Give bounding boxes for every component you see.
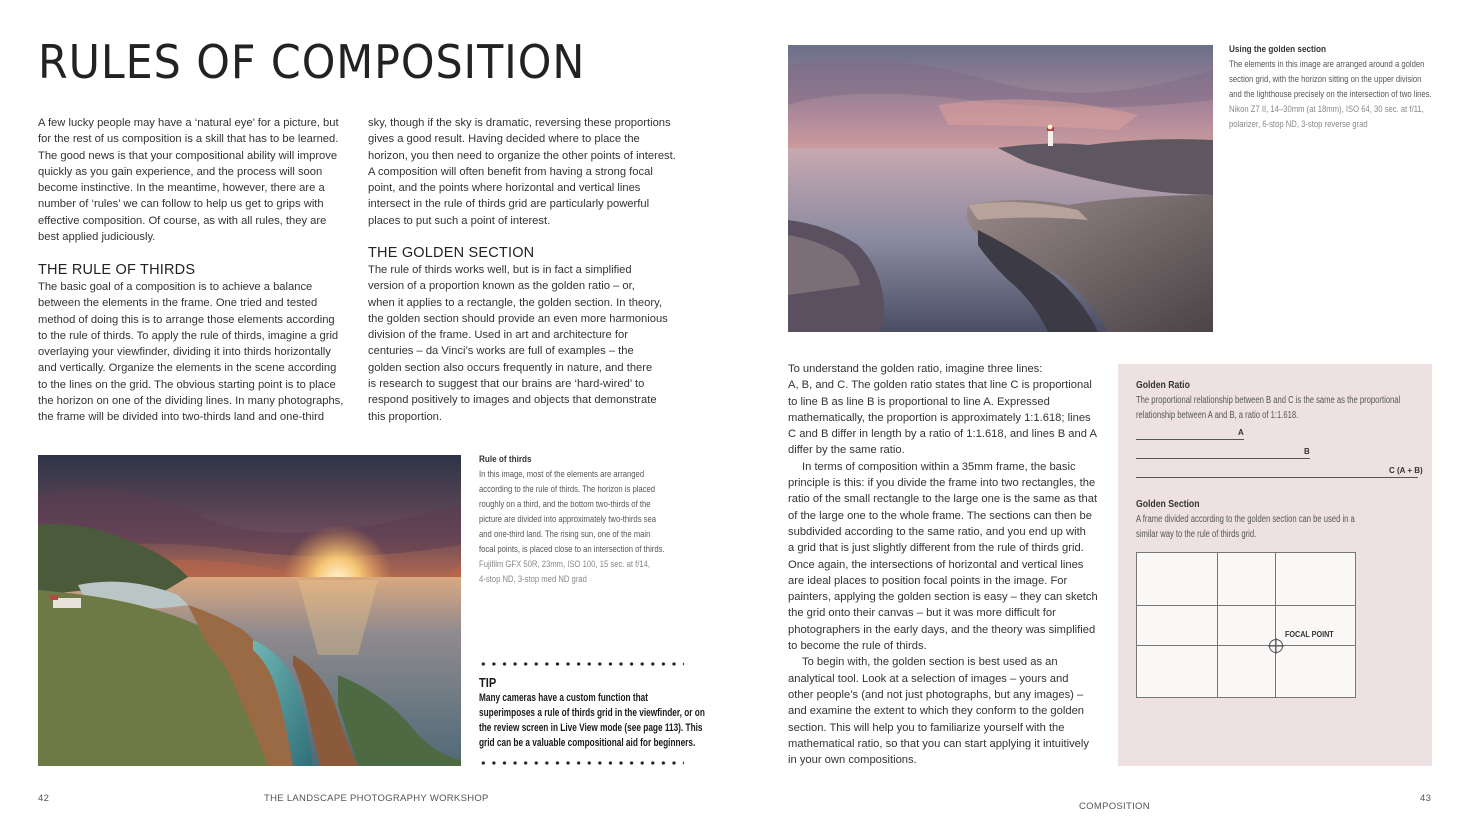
- rule-of-thirds-caption-title: Rule of thirds: [479, 454, 532, 465]
- text-line: are ideal places to position focal points in the image. For: [788, 574, 1068, 587]
- line-a-label: A: [1238, 428, 1244, 437]
- caption-tech-line: 4-stop ND, 3-stop med ND grad: [479, 574, 587, 585]
- text-line: subdivided according to the same ratio, and you end up with: [788, 525, 1086, 538]
- text-line: The basic goal of a composition is to achieve a balance: [38, 281, 313, 293]
- tip-text: [479, 691, 705, 751]
- golden-section-heading: THE GOLDEN SECTION: [368, 245, 535, 261]
- intro-paragraph: [38, 115, 358, 245]
- caption-line: In this image, most of the elements are arranged: [479, 469, 645, 480]
- text-line: section. This will help you to familiarize yourself with the: [788, 721, 1065, 734]
- text-line: when it applies to a rectangle, the golden section. In theory,: [368, 296, 662, 309]
- line-c-label: C (A + B): [1389, 466, 1423, 475]
- text-line: division of the frame. Used in art and architecture for: [368, 329, 628, 342]
- tip-title: TIP: [479, 675, 497, 690]
- golden-section-caption-text: [1229, 57, 1437, 132]
- golden-section-paragraph: [368, 262, 688, 425]
- text-line: To begin with, the golden section is best used as an: [802, 656, 1058, 669]
- sidebar-line: A frame divided according to the golden section can be used in a: [1136, 514, 1355, 525]
- text-line: painters, applying the golden section is easy – they can sketch: [788, 591, 1098, 604]
- golden-ratio-paragraph: [788, 361, 1108, 768]
- text-line: the grid onto their canvas – but it was more difficult for: [788, 607, 1056, 620]
- tip-divider-top: [478, 662, 684, 666]
- text-line: mathematical ratio, so that you can start applying it intuitively: [788, 737, 1089, 750]
- text-line: between the elements in the frame. One tried and tested: [38, 297, 318, 310]
- text-line: the frame will be divided into two-thirds land and one-third: [38, 411, 325, 424]
- text-line: respond positively to images and objects that demonstrate: [368, 394, 657, 407]
- text-line: best applied judiciously.: [38, 231, 156, 244]
- caption-line: and one-third land. The rising sun, one of the main: [479, 529, 651, 540]
- text-line: a grid that is just slightly different from the rule of thirds grid.: [788, 542, 1084, 555]
- grid-line-horizontal: [1137, 645, 1355, 646]
- left-running-footer: THE LANDSCAPE PHOTOGRAPHY WORKSHOP: [264, 793, 489, 804]
- text-line: version of a proportion known as the golden ratio – or,: [368, 280, 635, 293]
- text-line: analytical tool. Look at a selection of images – yours and: [788, 672, 1069, 685]
- line-b-label: B: [1304, 447, 1310, 456]
- text-line: quickly as you gain experience, and the process will soon: [38, 165, 323, 178]
- sidebar-line: relationship between A and B, a ratio of 1:1.618.: [1136, 410, 1299, 421]
- column-two-paragraph: [368, 115, 688, 229]
- focal-point-label: FOCAL POINT: [1285, 630, 1334, 639]
- text-line: for the rest of us composition is a skill that has to be learned.: [38, 133, 339, 146]
- text-line: to line B as line B is proportional to line A. Expressed: [788, 395, 1050, 408]
- text-line: horizon, you then need to organize the other points of interest.: [368, 149, 676, 162]
- golden-section-grid: [1136, 552, 1356, 698]
- line-c: [1136, 477, 1418, 478]
- text-line: In terms of composition within a 35mm frame, the basic: [802, 460, 1076, 473]
- text-line: is research to suggest that our brains are ‘hard-wired’ to: [368, 378, 645, 391]
- text-line: of the large one to the whole frame. The sections can then be: [788, 509, 1092, 522]
- right-running-footer: COMPOSITION: [1079, 801, 1150, 812]
- golden-ratio-title: Golden Ratio: [1136, 380, 1190, 391]
- tip-line: Many cameras have a custom function that: [479, 692, 648, 704]
- text-line: mathematically, the proportion is approximately 1:1.618; lines: [788, 411, 1091, 424]
- caption-line: according to the rule of thirds. The horizon is placed: [479, 484, 656, 495]
- text-line: golden section also occurs frequently in nature, and there: [368, 361, 653, 374]
- grid-line-vertical: [1217, 553, 1218, 697]
- caption-line: The elements in this image are arranged around a golden: [1229, 59, 1425, 70]
- text-line: Once again, the intersections of horizontal and vertical lines: [788, 558, 1084, 571]
- golden-section-title: Golden Section: [1136, 499, 1200, 510]
- caption-line: section grid, with the horizon sitting on the upper division: [1229, 74, 1422, 85]
- text-line: the horizon on one of the dividing lines. In many photographs,: [38, 395, 344, 408]
- text-line: this proportion.: [368, 410, 443, 423]
- text-line: A composition will often benefit from having a strong focal: [368, 165, 653, 178]
- tip-line: superimposes a rule of thirds grid in the viewfinder, or on: [479, 707, 705, 719]
- golden-section-photo: [788, 45, 1213, 332]
- text-line: principle is this: if you divide the frame into two rectangles, the: [788, 477, 1096, 490]
- tip-divider-bottom: [478, 761, 684, 765]
- text-line: point, and the points where horizontal and vertical lines: [368, 182, 641, 195]
- rule-of-thirds-photo: [38, 455, 461, 766]
- rule-of-thirds-heading: THE RULE OF THIRDS: [38, 262, 196, 278]
- text-line: to the rule of thirds. To apply the rule of thirds, imagine a grid: [38, 329, 339, 342]
- grid-line-horizontal: [1137, 605, 1355, 606]
- text-line: differ by the same ratio.: [788, 444, 905, 457]
- golden-ratio-description: [1136, 393, 1417, 423]
- page-title: RULES OF COMPOSITION: [38, 35, 586, 89]
- text-line: The good news is that your compositional ability will improve: [38, 149, 338, 162]
- text-line: to become the rule of thirds.: [788, 640, 927, 653]
- text-line: the golden section should provide an even more harmonious: [368, 312, 668, 325]
- text-line: ratio of the small rectangle to the large one is the same as that: [788, 493, 1098, 506]
- text-line: in your own compositions.: [788, 754, 917, 767]
- caption-tech-line: Nikon Z7 II, 14–30mm (at 18mm), ISO 64, 30 sec. at f/11,: [1229, 104, 1424, 115]
- text-line: and vertically. Organize the elements in the scene according: [38, 362, 337, 375]
- text-line: centuries – da Vinci’s works are full of examples – the: [368, 345, 634, 358]
- text-line: gives a good result. Having decided where to place the: [368, 133, 640, 146]
- caption-line: picture are divided into approximately two-thirds sea: [479, 514, 657, 525]
- text-line: To understand the golden ratio, imagine three lines:: [788, 363, 1043, 375]
- line-b: [1136, 458, 1310, 459]
- text-line: and examine the extent to which they conform to the golden: [788, 705, 1085, 718]
- right-page-number: 43: [1420, 793, 1432, 804]
- text-line: A few lucky people may have a ‘natural eye’ for a picture, but: [38, 117, 339, 129]
- text-line: photographers in the early days, and the theory was simplified: [788, 623, 1096, 636]
- text-line: other people’s (and not just photographs, but any images) –: [788, 688, 1084, 701]
- text-line: A, B, and C. The golden ratio states that line C is proportional: [788, 379, 1092, 392]
- caption-line: and the lighthouse precisely on the intersection of two lines.: [1229, 89, 1432, 100]
- left-page-number: 42: [38, 793, 50, 804]
- text-line: to the lines on the grid. The obvious starting point is to place: [38, 378, 336, 391]
- sidebar-line: The proportional relationship between B and C is the same as the proportional: [1136, 395, 1401, 406]
- rule-of-thirds-caption-text: [479, 467, 679, 587]
- line-a: [1136, 439, 1244, 440]
- text-line: method of doing this is to arrange those elements according: [38, 313, 335, 326]
- tip-line: the review screen in Live View mode (see page 113). This: [479, 722, 703, 734]
- sidebar-line: similar way to the rule of thirds grid.: [1136, 529, 1257, 540]
- text-line: C and B differ in length by a ratio of 1:1.618, and lines B and A: [788, 428, 1097, 441]
- text-line: The rule of thirds works well, but is in fact a simplified: [368, 264, 632, 276]
- text-line: become instinctive. In the meantime, however, there are a: [38, 182, 325, 195]
- caption-line: focal points, is placed close to an intersection of thirds.: [479, 544, 665, 555]
- text-line: effective composition. Of course, as with all rules, they are: [38, 214, 327, 227]
- text-line: places to put such a point of interest.: [368, 214, 551, 227]
- text-line: overlaying your viewfinder, dividing it into thirds horizontally: [38, 346, 331, 359]
- text-line: number of ‘rules’ we can follow to help us get to grips with: [38, 198, 324, 211]
- golden-section-description: [1136, 512, 1386, 542]
- golden-section-caption-title: Using the golden section: [1229, 44, 1326, 55]
- grid-line-vertical: [1275, 553, 1276, 697]
- caption-tech-line: polarizer, 6-stop ND, 3-stop reverse grad: [1229, 119, 1368, 130]
- text-line: intersect in the rule of thirds grid are particularly powerful: [368, 198, 650, 211]
- caption-tech-line: Fujifilm GFX 50R, 23mm, ISO 100, 15 sec. at f/14,: [479, 559, 651, 570]
- caption-line: roughly on a third, and the bottom two-thirds of the: [479, 499, 651, 510]
- focal-point-icon: [1268, 638, 1284, 654]
- text-line: sky, though if the sky is dramatic, reversing these proportions: [368, 117, 671, 129]
- tip-line: grid can be a valuable compositional aid for beginners.: [479, 737, 696, 749]
- rule-of-thirds-paragraph: [38, 279, 358, 426]
